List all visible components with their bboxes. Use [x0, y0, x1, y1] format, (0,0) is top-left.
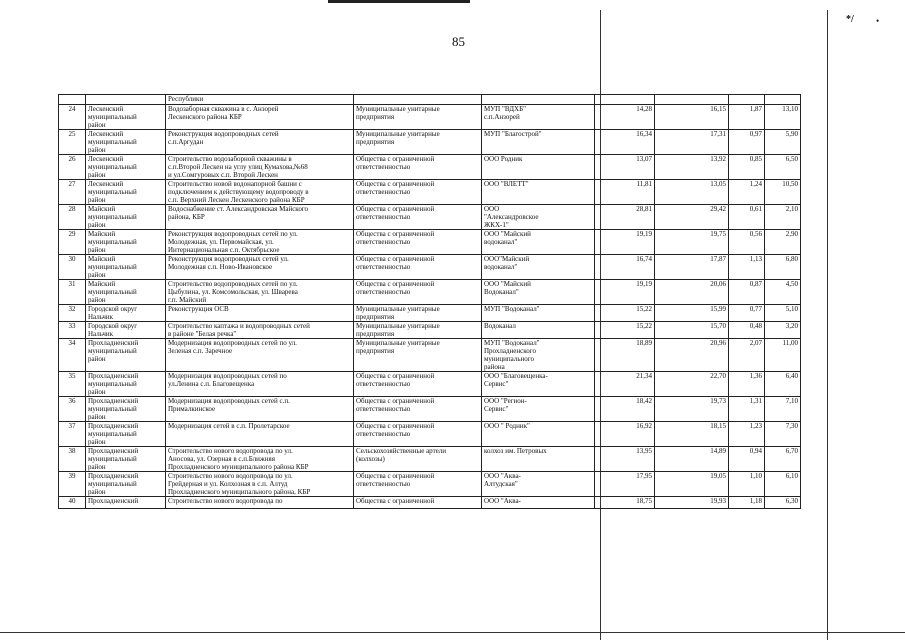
cell-value-4: 6,30	[765, 497, 801, 509]
scan-top-bar	[328, 0, 470, 3]
cell-value-4: 7,30	[765, 422, 801, 447]
cell-company: ООО " Родник"	[482, 422, 595, 447]
cell-district: Городской округ Нальчик	[86, 305, 166, 322]
cell-value-3: 1,10	[729, 472, 765, 497]
cell-value-3: 2,07	[729, 339, 765, 372]
cell-org-form: Муниципальные унитарные предприятия	[354, 105, 482, 130]
cell-value-3: 1,13	[729, 255, 765, 280]
cell-value-4: 6,10	[765, 472, 801, 497]
cell-value-2	[655, 95, 729, 105]
cell-value-3: 0,87	[729, 280, 765, 305]
cell-value-2: 29,42	[655, 205, 729, 230]
cell-value-2: 17,87	[655, 255, 729, 280]
cell-company: ООО"Майский водоканал"	[482, 255, 595, 280]
cell-company: Водоканал	[482, 322, 595, 339]
cell-no: 38	[59, 447, 86, 472]
cell-value-4: 5,10	[765, 305, 801, 322]
cell-value-1: 19,19	[595, 280, 655, 305]
cell-value-1: 11,81	[595, 180, 655, 205]
cell-value-1: 18,89	[595, 339, 655, 372]
table-row	[59, 339, 801, 372]
data-table	[58, 94, 801, 509]
cell-project: Строительство новой водонапорной башни с подключением к действующему водопроводу в с.п. Верхний Лескен Лескенского района КБР	[166, 180, 354, 205]
cell-district: Майский муниципальный район	[86, 280, 166, 305]
cell-value-2: 19,75	[655, 230, 729, 255]
cell-value-4: 4,50	[765, 280, 801, 305]
cell-district: Майский муниципальный район	[86, 255, 166, 280]
cell-no: 25	[59, 130, 86, 155]
cell-value-2: 19,93	[655, 497, 729, 509]
scan-bottom-line	[0, 632, 905, 633]
table-row	[59, 305, 801, 322]
cell-district: Майский муниципальный район	[86, 230, 166, 255]
cell-no: 36	[59, 397, 86, 422]
cell-value-2: 15,70	[655, 322, 729, 339]
cell-company: ООО "Майский водоканал"	[482, 230, 595, 255]
cell-org-form: Муниципальные унитарные предприятия	[354, 339, 482, 372]
cell-no	[59, 95, 86, 105]
cell-company: ООО "Александровское ЖКХ-1"	[482, 205, 595, 230]
table-row	[59, 472, 801, 497]
cell-value-1: 16,92	[595, 422, 655, 447]
cell-company: ООО "Аква- Алтудская"	[482, 472, 595, 497]
cell-value-4: 2,10	[765, 205, 801, 230]
cell-project: Водозаборная скважина в с. Анзорей Лескенского района КБР	[166, 105, 354, 130]
cell-value-2: 20,96	[655, 339, 729, 372]
cell-value-2: 17,31	[655, 130, 729, 155]
cell-project: Строительство водопроводных сетей по ул. Цыбулина, ул. Комсомольская, ул. Шварева г.п. Майский	[166, 280, 354, 305]
table-row	[59, 230, 801, 255]
cell-value-4: 10,50	[765, 180, 801, 205]
table-row	[59, 497, 801, 509]
cell-org-form: Общества с ограниченной ответственностью	[354, 397, 482, 422]
cell-org-form: Общества с ограниченной ответственностью	[354, 255, 482, 280]
cell-value-3: 1,23	[729, 422, 765, 447]
cell-org-form: Общества с ограниченной ответственностью	[354, 155, 482, 180]
cell-district: Лескенский муниципальный район	[86, 105, 166, 130]
cell-org-form: Муниципальные унитарные предприятия	[354, 305, 482, 322]
table-row	[59, 280, 801, 305]
cell-district: Городской округ Нальчик	[86, 322, 166, 339]
cell-value-4	[765, 95, 801, 105]
cell-org-form: Общества с ограниченной ответственностью	[354, 422, 482, 447]
cell-value-3: 1,31	[729, 397, 765, 422]
cell-project: Модернизация сетей в с.п. Пролетарское	[166, 422, 354, 447]
cell-value-1: 13,07	[595, 155, 655, 180]
cell-no: 26	[59, 155, 86, 180]
cell-org-form: Общества с ограниченной ответственностью	[354, 372, 482, 397]
cell-value-1: 15,22	[595, 305, 655, 322]
table-row	[59, 322, 801, 339]
cell-value-2: 14,89	[655, 447, 729, 472]
cell-value-3: 0,61	[729, 205, 765, 230]
cell-district: Прохладненский муниципальный район	[86, 472, 166, 497]
cell-no: 28	[59, 205, 86, 230]
cell-value-3: 1,36	[729, 372, 765, 397]
cell-value-1: 21,34	[595, 372, 655, 397]
cell-project: Республики	[166, 95, 354, 105]
cell-org-form: Муниципальные унитарные предприятия	[354, 130, 482, 155]
cell-district: Прохладненский муниципальный район	[86, 339, 166, 372]
cell-no: 29	[59, 230, 86, 255]
table-row	[59, 180, 801, 205]
table-row	[59, 422, 801, 447]
cell-company: ООО "Благовещенка- Сервис"	[482, 372, 595, 397]
cell-value-2: 22,70	[655, 372, 729, 397]
cell-value-1: 18,42	[595, 397, 655, 422]
table-row	[59, 255, 801, 280]
table-row	[59, 397, 801, 422]
cell-project: Модернизация водопроводных сетей по ул. Зеленая с.п. Заречное	[166, 339, 354, 372]
scan-margin-line-right	[827, 10, 828, 640]
cell-value-3: 0,48	[729, 322, 765, 339]
cell-value-3	[729, 95, 765, 105]
cell-company: ООО Родник	[482, 155, 595, 180]
cell-value-1: 14,28	[595, 105, 655, 130]
cell-org-form: Общества с ограниченной ответственностью	[354, 205, 482, 230]
cell-company: МУП "Водоканал" Прохладненского муниципального района	[482, 339, 595, 372]
cell-company: ООО "Аква-	[482, 497, 595, 509]
cell-value-1: 16,34	[595, 130, 655, 155]
cell-company: ООО "Майский Водоканал"	[482, 280, 595, 305]
cell-value-2: 19,73	[655, 397, 729, 422]
cell-no: 34	[59, 339, 86, 372]
cell-project: Строительство водозаборной скважины в с.п.Второй Лескен на углу улиц Кумахова,№68 и ул.Сомгуровых с.п. Второй Лескен	[166, 155, 354, 180]
cell-value-1	[595, 95, 655, 105]
cell-value-4: 5,90	[765, 130, 801, 155]
corner-mark: */	[846, 14, 854, 25]
cell-project: Строительство нового водопровода по ул. Грейдерная и ул. Колхозная в с.п. Алтуд Прохладненского муниципального района, КБР	[166, 472, 354, 497]
cell-district: Лескенский муниципальный район	[86, 180, 166, 205]
cell-value-1: 13,95	[595, 447, 655, 472]
cell-value-3: 1,24	[729, 180, 765, 205]
cell-value-2: 19,05	[655, 472, 729, 497]
cell-district: Прохладненский	[86, 497, 166, 509]
cell-org-form: Общества с ограниченной ответственностью	[354, 180, 482, 205]
table-row	[59, 155, 801, 180]
cell-value-4: 7,10	[765, 397, 801, 422]
cell-district: Майский муниципальный район	[86, 205, 166, 230]
cell-project: Строительство нового водопровода по	[166, 497, 354, 509]
page-number: 85	[452, 34, 465, 49]
cell-district: Лескенский муниципальный район	[86, 155, 166, 180]
cell-value-4: 13,10	[765, 105, 801, 130]
table-row-carry-over	[59, 95, 801, 105]
cell-org-form: Сельскохозяйственные артели (колхозы)	[354, 447, 482, 472]
cell-district: Прохладненский муниципальный район	[86, 422, 166, 447]
cell-no: 30	[59, 255, 86, 280]
cell-project: Модернизация водопроводных сетей по ул.Ленина с.п. Благовещенка	[166, 372, 354, 397]
cell-value-4: 6,80	[765, 255, 801, 280]
cell-org-form: Общества с ограниченной	[354, 497, 482, 509]
cell-no: 37	[59, 422, 86, 447]
cell-value-2: 16,15	[655, 105, 729, 130]
table-row	[59, 372, 801, 397]
cell-value-4: 6,50	[765, 155, 801, 180]
cell-value-2: 18,15	[655, 422, 729, 447]
cell-value-2: 15,99	[655, 305, 729, 322]
cell-value-3: 0,77	[729, 305, 765, 322]
cell-value-3: 0,97	[729, 130, 765, 155]
cell-company	[482, 95, 595, 105]
cell-project: Реконструкция водопроводных сетей по ул. Молодежная, ул. Первомайская, ул. Интернациональная с.п. Октябрьское	[166, 230, 354, 255]
table-row	[59, 130, 801, 155]
cell-org-form: Муниципальные унитарные предприятия	[354, 322, 482, 339]
cell-value-4: 6,40	[765, 372, 801, 397]
cell-value-2: 13,05	[655, 180, 729, 205]
cell-no: 40	[59, 497, 86, 509]
corner-mark-dot: •	[876, 16, 880, 26]
cell-company: МУП "Благострой"	[482, 130, 595, 155]
cell-district: Прохладненский муниципальный район	[86, 372, 166, 397]
cell-value-1: 28,81	[595, 205, 655, 230]
cell-org-form: Общества с ограниченной ответственностью	[354, 472, 482, 497]
table-body	[59, 95, 801, 509]
cell-company: ООО "ВЛЕТТ"	[482, 180, 595, 205]
cell-value-4: 11,00	[765, 339, 801, 372]
cell-no: 27	[59, 180, 86, 205]
cell-value-1: 18,75	[595, 497, 655, 509]
cell-org-form: Общества с ограниченной ответственностью	[354, 280, 482, 305]
cell-value-3: 1,18	[729, 497, 765, 509]
cell-no: 32	[59, 305, 86, 322]
cell-district: Прохладненский муниципальный район	[86, 397, 166, 422]
cell-project: Реконструкция ОСВ	[166, 305, 354, 322]
cell-district: Лескенский муниципальный район	[86, 130, 166, 155]
cell-project: Строительство нового водопровода по ул. Аносова, ул. Озерная в с.п.Ближняя Прохладненского муниципального района КБР	[166, 447, 354, 472]
cell-org-form	[354, 95, 482, 105]
cell-org-form: Общества с ограниченной ответственностью	[354, 230, 482, 255]
cell-company: ООО "Регион- Сервис"	[482, 397, 595, 422]
cell-value-3: 0,85	[729, 155, 765, 180]
cell-company: МУП "Водоканал"	[482, 305, 595, 322]
cell-no: 31	[59, 280, 86, 305]
cell-value-4: 6,70	[765, 447, 801, 472]
cell-value-3: 0,94	[729, 447, 765, 472]
cell-value-1: 19,19	[595, 230, 655, 255]
cell-company: колхоз им. Петровых	[482, 447, 595, 472]
cell-project: Водоснабжение ст. Александровская Майского района, КБР	[166, 205, 354, 230]
cell-district: Прохладненский муниципальный район	[86, 447, 166, 472]
cell-no: 24	[59, 105, 86, 130]
cell-value-1: 17,95	[595, 472, 655, 497]
table-row	[59, 205, 801, 230]
cell-value-3: 0,56	[729, 230, 765, 255]
cell-value-4: 2,90	[765, 230, 801, 255]
cell-value-3: 1,87	[729, 105, 765, 130]
cell-value-2: 20,06	[655, 280, 729, 305]
cell-project: Реконструкция водопроводных сетей ул. Молодежная с.п. Ново-Ивановское	[166, 255, 354, 280]
cell-value-2: 13,92	[655, 155, 729, 180]
table-row	[59, 447, 801, 472]
cell-project: Строительство каптажа и водопроводных сетей в районе "Белая речка"	[166, 322, 354, 339]
cell-value-1: 15,22	[595, 322, 655, 339]
cell-district	[86, 95, 166, 105]
cell-company: МУП "ВДХБ" с.п.Анзорей	[482, 105, 595, 130]
cell-no: 35	[59, 372, 86, 397]
cell-no: 39	[59, 472, 86, 497]
cell-no: 33	[59, 322, 86, 339]
cell-value-4: 3,20	[765, 322, 801, 339]
cell-project: Модернизация водопроводных сетей с.п. Прималкинское	[166, 397, 354, 422]
cell-project: Реконструкция водопроводных сетей с.п.Аргудан	[166, 130, 354, 155]
cell-value-1: 16,74	[595, 255, 655, 280]
table-row	[59, 105, 801, 130]
